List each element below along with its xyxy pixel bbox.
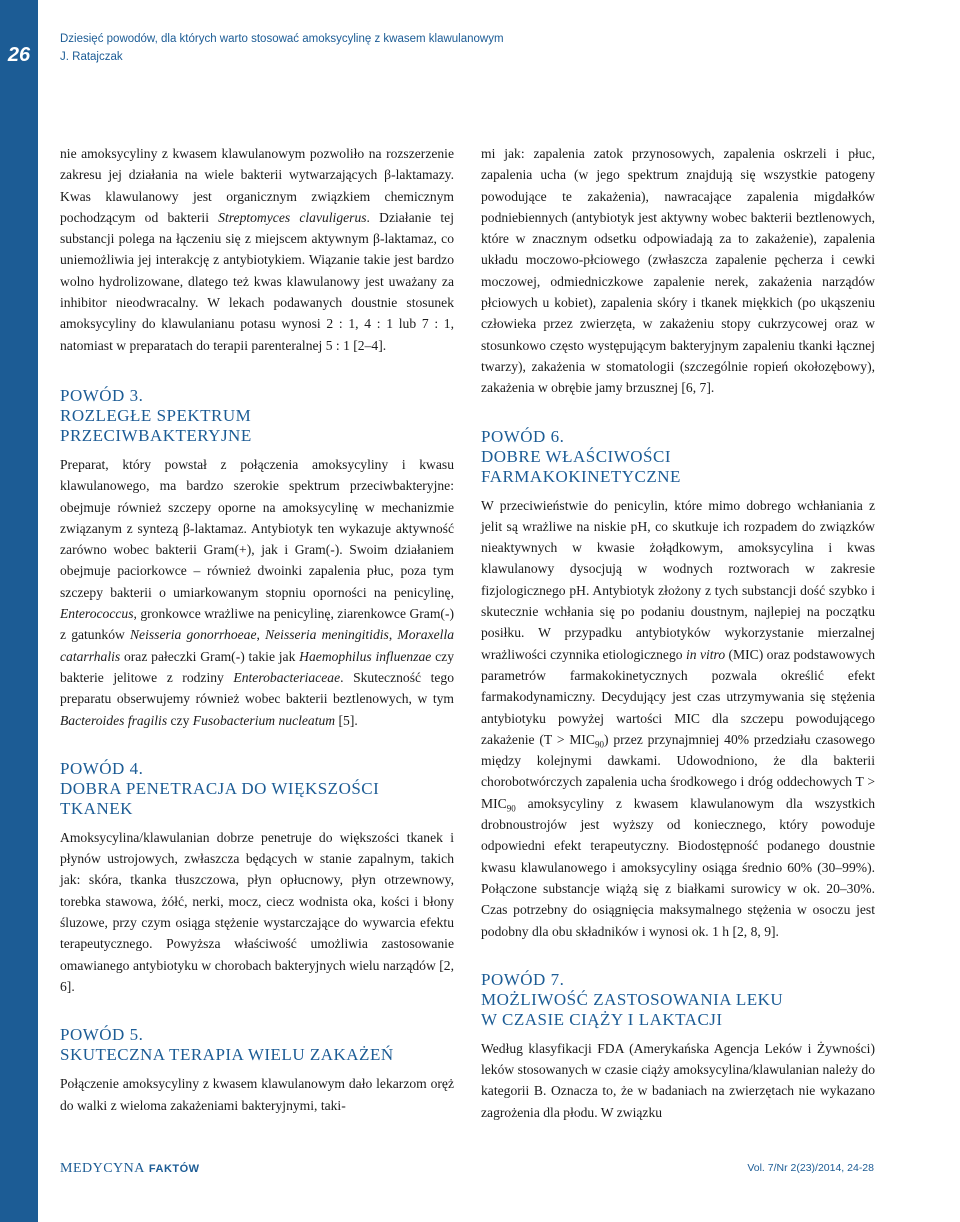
section-heading: POWÓD 6. DOBRE WŁAŚCIWOŚCI FARMAKOKINETYCZNE [481, 426, 681, 486]
section-body: Preparat, który powstał z połączenia amoksycyliny i kwasu klawulanowego, ma bardzo szerokie spektrum przeciwbakteryjne: obejmuje również szczepy oporne na amoksycylinę w mechanizmie związanym z syntezą β-laktamaz. Antybiotyk ten wykazuje aktywność zarówno wobec bakterii Gram(+), jak i Gram(-). Swoim działaniem obejmuje paciorkowce – również dwoinki zapalenia płuc, poza tym szczepy bakterii o umiarkowanym stopniu oporności na penicylinę, Enterococcus, gronkowce wrażliwe na penicylinę, ziarenkowce Gram(-) z gatunków Neisseria gonorrhoeae, Neisseria meningitidis, Moraxella catarrhalis oraz pałeczki Gram(-) takie jak Haemophilus influenzae czy bakterie jelitowe z rodziny Enterobacteriaceae. Skuteczność tego preparatu obserwujemy również wobec bakterii beztlenowych, w tym Bacteroides fragilis czy Fusobacterium nucleatum [5]. [60, 456, 455, 728]
section-reason-7 [481, 970, 875, 1123]
section-reason-4 [60, 759, 454, 997]
section-reason-3 [60, 386, 454, 731]
right-column [481, 143, 875, 1123]
section-body: Według klasyfikacji FDA (Amerykańska Agencja Leków i Żywności) leków stosowanych w czasie ciąży amoksycylina/klawulanian należy do kategorii B. Oznacza to, że w badaniach na zwierzętach nie wykazano zagrożenia dla płodu. W związku [481, 1040, 875, 1120]
section-reason-6 [481, 427, 875, 942]
section-body: W przeciwieństwie do penicylin, które mimo dobrego wchłaniania z jelit są wrażliwe na niskie pH, co skutkuje ich rozpadem do związków nieaktywnych w kwasie żołądkowym, amoksycylina i kwas klawulanowy dysocjują w wodnych roztworach w zakresie fizjologicznego pH. Antybiotyk złożony z tych substancji dość szybko i skutecznie wchłania się po podaniu doustnym, najlepiej na początku posiłku. W przypadku antybiotyków wykorzystanie mierzalnej wrażliwości czynnika etiologicznego in vitro (MIC) oraz podstawowych parametrów farmakokinetycznych pozwala określić efekt farmakodynamiczny. Decydujący jest czas utrzymywania się stężenia antybiotyku powyżej wartości MIC dla szczepu powodującego zakażenie $(T > MIC_{90})$ przez przynajmniej 40% przedziału czasowego między kolejnymi dawkami. Udowodniono, że dla bakterii chorobotwórczych zapalenia ucha środkowego i dróg oddechowych $T > MIC_{90}$ amoksycyliny z kwasem klawulanowym dla wszystkich drobnoustrojów jest wyższy od koniecznego, który powoduje odpowiedni efekt terapeutyczny. Biodostępność podanego doustnie kwasu klawulanowego i amoksycyliny osiąga średnio 60% (30–99%). Połączone substancje wiążą się z białkami surowicy w ok. 20–30%. Czas potrzebny do osiągnięcia maksymalnego stężenia w osoczu jest podobny dla obu składników i wynosi ok. 1 h [2, 8, 9]. [481, 497, 875, 939]
intro-paragraph: nie amoksycyliny z kwasem klawulanowym pozwoliło na rozszerzenie zakresu jej działania na wiele bakterii wytwarzających β-laktamazy. Kwas klawulanowy jest organicznym związkiem chemicznym pochodzącym od bakterii Streptomyces clavuligerus. Działanie tej substancji polega na łączeniu się z miejscem aktywnym β-laktamaz, co uniemożliwia jej interakcję z antybiotykiem. Wiązanie takie jest bardzo wolno hydrolizowane, dlatego też kwas klawulanowy jest uważany za inhibitor nieodwracalny. W lekach podawanych doustnie stosunek amoksycyliny do klawulanianu potasu wynosi 2 : 1, 4 : 1 lub 7 : 1, natomiast w preparatach do terapii parenteralnej 5 : 1 [2–4]. [60, 146, 454, 353]
section-body: Połączenie amoksycyliny z kwasem klawulanowym dało lekarzom oręż do walki z wieloma zakażeniami bakteryjnymi, taki- [60, 1076, 454, 1113]
continued-paragraph: mi jak: zapalenia zatok przynosowych, zapalenia oskrzeli i płuc, zapalenia ucha (w jego spektrum znajdują się wszystkie patogeny powodujące te zakażenia), nawracające zapalenia migdałków podniebiennych (antybiotyk jest aktywny wobec bakterii beztlenowych, które w znacznym odsetku odpowiadają za to zakażenie), zapalenia układu moczowo-płciowego (zwłaszcza zapalenie pęcherza i cewki moczowej, odmiedniczkowe zapalenie nerek, zakażenia narządów płciowych u kobiet), zapalenia skóry i tkanek miękkich (po ukąszeniu człowieka przez zwierzęta, w zakażeniu stopy cukrzycowej oraz w stosunkowo często występującym bakteryjnym zapaleniu tkanki łącznej twarzy), zakażenia w stomatologii (szczególnie ropień okołozębowy), zakażenia w obrębie jamy brzusznej [6, 7]. [481, 146, 875, 396]
running-head [60, 30, 504, 66]
issue-info: Vol. 7/Nr 2(23)/2014, 24-28 [747, 1162, 874, 1174]
running-head-author: J. Ratajczak [60, 51, 123, 63]
running-head-title: Dziesięć powodów, dla których warto stosować amoksycylinę z kwasem klawulanowym [60, 33, 504, 45]
page-number: 26 [7, 44, 31, 66]
journal-logo: MEDYCYNA FAKTÓW [60, 1161, 200, 1176]
section-reason-5 [60, 1025, 454, 1116]
section-heading: POWÓD 7. MOŻLIWOŚĆ ZASTOSOWANIA LEKU W CZASIE CIĄŻY I LAKTACJI [481, 969, 784, 1029]
section-body: Amoksycylina/klawulanian dobrze penetruje do większości tkanek i płynów ustrojowych, zwłaszcza będących w stanie zapalnym, takich jak: skóra, tkanka tłuszczowa, płyn opłucnowy, płyn otrzewnowy, torebka stawowa, żółć, nerki, mocz, ciecz wodnista oka, kości i błony śluzowe, przy czym osiąga stężenie wystarczające do wywarcia efektu terapeutycznego. Powyższa właściwość umożliwia zastosowanie omawianego antybiotyku w chorobach bakteryjnych wielu narządów [2, 6]. [60, 829, 454, 994]
left-column [60, 143, 454, 1116]
sidebar-stripe [0, 0, 38, 1222]
section-heading: POWÓD 3. ROZLEGŁE SPEKTRUM PRZECIWBAKTERYJNE [60, 385, 252, 445]
section-heading: POWÓD 4. DOBRA PENETRACJA DO WIĘKSZOŚCI TKANEK [60, 758, 380, 818]
section-heading: POWÓD 5. SKUTECZNA TERAPIA WIELU ZAKAŻEŃ [60, 1025, 394, 1065]
